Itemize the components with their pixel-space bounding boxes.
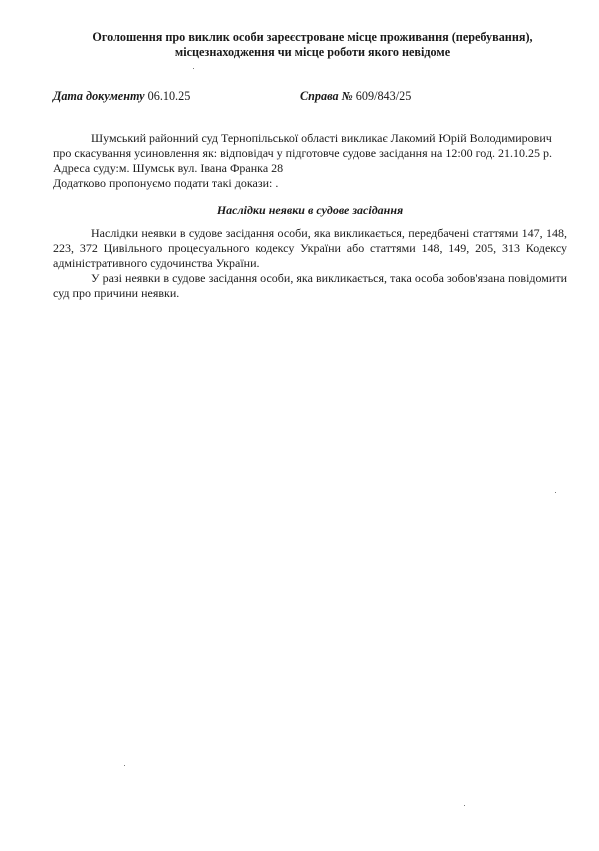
title-line-2: місцезнаходження чи місце роботи якого невідоме: [174, 45, 451, 59]
case-number: [300, 89, 411, 104]
date-value: 06.10.25: [147, 89, 191, 103]
case-label: Справа №: [300, 89, 353, 103]
scan-speck: [464, 805, 465, 806]
consequences-heading: Наслідки неявки в судове засідання: [216, 203, 404, 217]
summons-block: [53, 131, 567, 191]
title-line-1: Оголошення про виклик особи зареєстроване місце проживання (перебування),: [92, 30, 533, 44]
date-label: Дата документу: [53, 89, 145, 103]
document-date: [53, 89, 190, 104]
scan-speck: [124, 765, 125, 766]
scan-speck: [555, 492, 556, 493]
consequences-paragraph-1: Наслідки неявки в судове засідання особи, яка викликається, передбачені статтями 147, 148, 223, 372 Цивільного процесуального кодексу України або статтями 148, 149, 205, 313 Кодексу адміністративного судочинства України.: [53, 226, 567, 270]
scan-speck: [193, 68, 194, 69]
summons-line-hearing: про скасування усиновлення як: відповідач у підготовче судове засідання на 12:00 год. 21.10.25 р.: [53, 146, 553, 160]
consequences-paragraph-2: У разі неявки в судове засідання особи, яка викликається, така особа зобов'язана повідомити суд про причини неявки.: [53, 271, 567, 300]
case-value: 609/843/25: [355, 89, 412, 103]
summons-line-evidence: Додатково пропонуємо подати такі докази: .: [53, 176, 279, 190]
consequences-block: [53, 226, 567, 301]
summons-line-court: Шумський районний суд Тернопільської області викликає Лакомий Юрій Володимирович: [91, 131, 552, 145]
summons-line-address: Адреса суду:м. Шумськ вул. Івана Франка 28: [53, 161, 284, 175]
document-title: [60, 30, 565, 60]
